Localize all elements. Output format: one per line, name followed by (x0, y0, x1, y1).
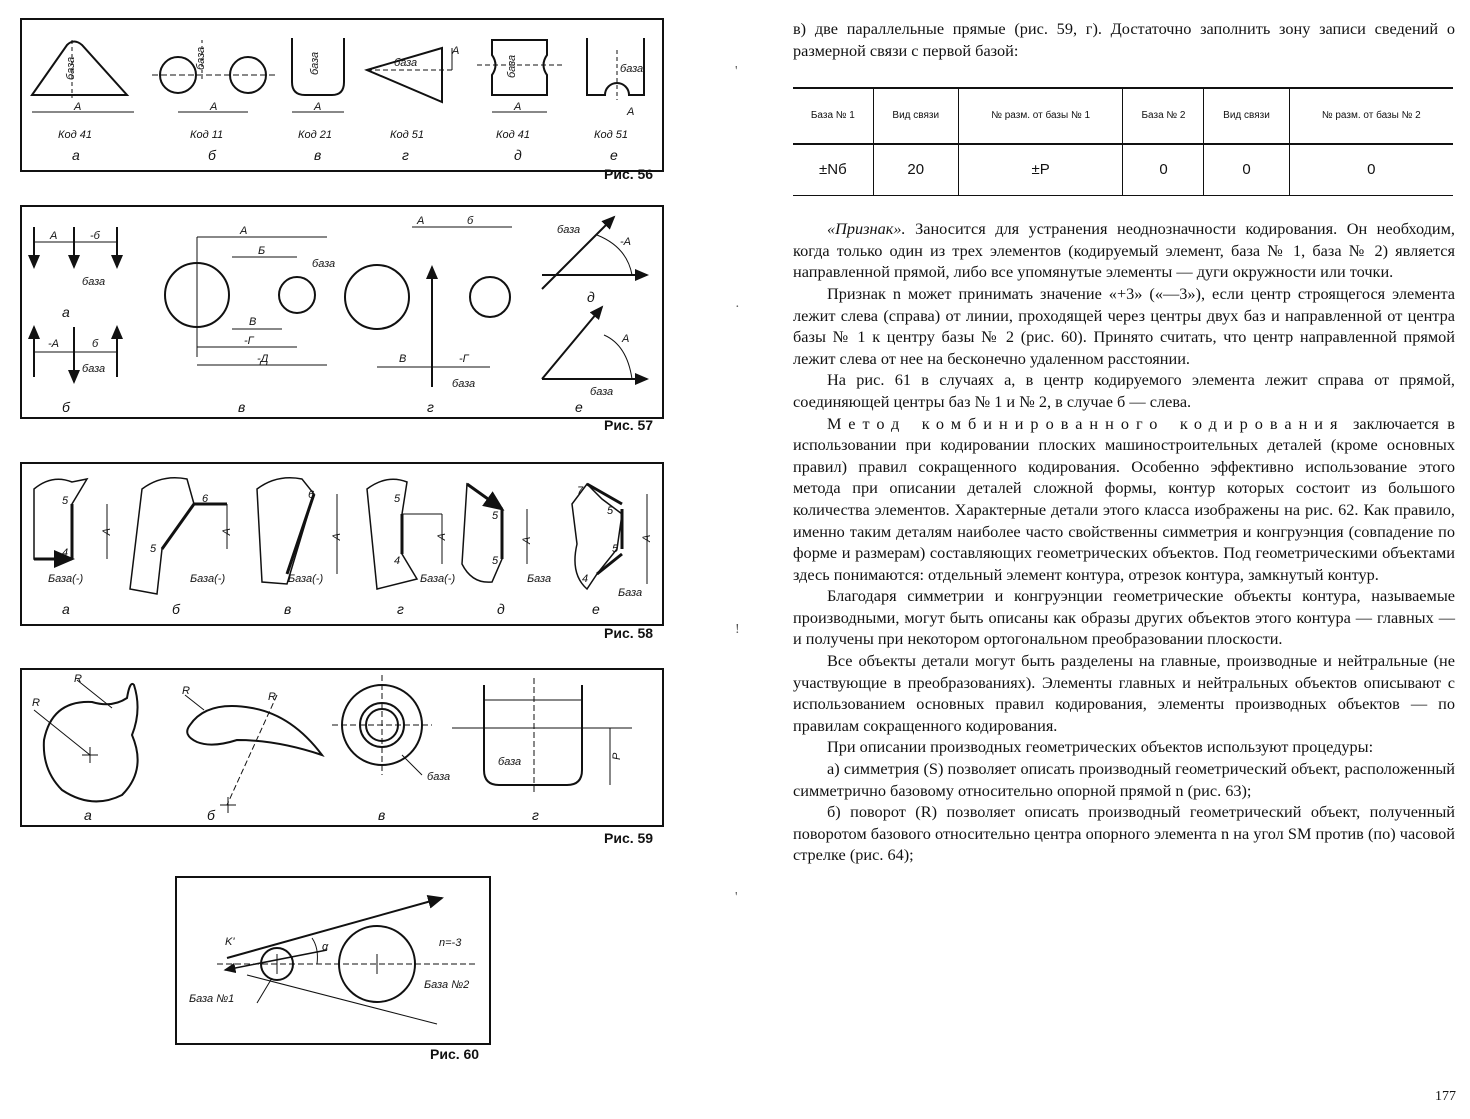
svg-text:е: е (592, 601, 600, 617)
svg-text:д: д (514, 147, 522, 163)
table-cell: 0 (1123, 144, 1204, 196)
figure-59-drawing (22, 670, 662, 825)
fig56-d-shape (492, 40, 547, 95)
table-header: Вид связи (873, 88, 958, 144)
svg-text:-Д: -Д (257, 353, 269, 365)
svg-text:-A: -A (436, 533, 448, 544)
svg-text:-б: -б (90, 230, 100, 242)
figure-57-drawing (22, 207, 662, 417)
svg-text:Код 21: Код 21 (298, 129, 332, 141)
svg-text:в: в (238, 399, 246, 415)
svg-text:5: 5 (62, 495, 69, 507)
svg-text:5: 5 (394, 493, 401, 505)
figure-60-drawing (177, 878, 489, 1043)
svg-text:A: A (627, 106, 635, 118)
svg-text:-A: -A (221, 528, 233, 539)
svg-text:5: 5 (612, 543, 619, 555)
svg-text:база: база (394, 57, 418, 69)
svg-text:База(-): База(-) (190, 573, 226, 585)
svg-text:база: база (195, 46, 207, 70)
svg-text:5: 5 (150, 543, 157, 555)
svg-text:Код 41: Код 41 (58, 129, 92, 141)
margin-mark: ' (735, 64, 738, 79)
table-cell: 0 (1204, 144, 1289, 196)
table-cell: 0 (1289, 144, 1453, 196)
svg-text:Код 41: Код 41 (496, 129, 530, 141)
svg-text:б: б (92, 338, 99, 350)
svg-text:-A: -A (620, 236, 631, 248)
svg-text:A: A (314, 101, 322, 113)
paragraph: Признак n может принимать значение «+3» («—3»), если центр строящегося элемента лежит слева (справа) от линии, проходящей через центры двух баз и направленной от центра базы № 1 к центру базы № 2 (рис. 60). Принято считать, что центр направленной прямой лежит слева от нее на бесконечно удаленном расстоянии. (793, 283, 1455, 368)
svg-text:R: R (32, 697, 40, 709)
svg-text:а: а (62, 304, 70, 320)
svg-text:г: г (532, 807, 539, 823)
svg-text:База(-): База(-) (288, 573, 324, 585)
svg-text:R: R (74, 673, 82, 685)
table-cell: ±P (958, 144, 1123, 196)
svg-text:R: R (182, 685, 190, 697)
svg-text:База: База (527, 573, 552, 585)
svg-text:-A: -A (331, 533, 343, 544)
priznak-body: Заносится для устранения неоднозначности кодирования. Он необходим, когда только один из трех элементов (кодируемый элемент, база № 1, база № 2) является направленной прямой, либо все упомянутые элементы — дуги окружности или точки. (793, 219, 1455, 282)
svg-text:база: база (452, 378, 476, 390)
table-header: База № 2 (1123, 88, 1204, 144)
figure-56-caption: Рис. 56 (604, 166, 654, 182)
svg-text:база: база (427, 771, 451, 783)
svg-text:A: A (417, 215, 425, 227)
intro-paragraph: в) две параллельные прямые (рис. 59, г). Достаточно заполнить зону записи сведений о размерной связи с первой базой: (793, 19, 1455, 60)
svg-text:-A: -A (101, 528, 113, 539)
svg-text:г: г (402, 147, 409, 163)
svg-text:г: г (397, 601, 404, 617)
figure-58-caption: Рис. 58 (604, 625, 654, 641)
svg-text:б: б (208, 147, 216, 163)
svg-text:база: база (498, 756, 522, 768)
figure-57-caption: Рис. 57 (604, 417, 654, 433)
svg-text:A: A (641, 534, 653, 542)
table-header: База № 1 (793, 88, 873, 144)
svg-text:База(-): База(-) (420, 573, 456, 585)
table-cell: 20 (873, 144, 958, 196)
svg-text:-Г: -Г (244, 335, 254, 347)
svg-text:P: P (611, 752, 623, 760)
svg-text:6: 6 (308, 489, 315, 501)
svg-text:База: База (618, 587, 643, 599)
paragraph: Благодаря симметрии и конгруэнции геометрические объекты контура, называемые производными, могут быть описаны как образы других объектов этого контура — главных — и получены при некотором ортогональном преобразовании плоскости. (793, 586, 1455, 649)
figure-56 (20, 18, 664, 172)
figure-58-drawing (22, 464, 662, 624)
table-header: № разм. от базы № 2 (1289, 88, 1453, 144)
svg-text:е: е (610, 147, 618, 163)
svg-text:K': K' (225, 936, 235, 948)
svg-text:база: база (82, 276, 106, 288)
svg-text:а: а (62, 601, 70, 617)
text-column (793, 18, 1455, 866)
svg-text:-Г: -Г (459, 353, 469, 365)
margin-mark: ' (735, 890, 738, 905)
paragraph: а) симметрия (S) позволяет описать производный геометрический объект, расположенный симметрично базовому относительно опорной прямой n (рис. 63); (793, 759, 1455, 800)
figure-56-drawing (22, 20, 662, 170)
svg-text:а: а (84, 807, 92, 823)
svg-text:б: б (207, 807, 215, 823)
svg-text:база: база (506, 54, 518, 78)
svg-text:Код 51: Код 51 (390, 129, 424, 141)
svg-text:а: а (72, 147, 80, 163)
svg-text:д: д (497, 601, 505, 617)
svg-text:A: A (240, 225, 248, 237)
table-header-row (793, 88, 1453, 144)
svg-text:Код 51: Код 51 (594, 129, 628, 141)
priznak-term: «Признак». (827, 219, 906, 239)
svg-text:Б: Б (258, 245, 266, 257)
svg-text:база: база (620, 63, 644, 75)
figure-59-caption: Рис. 59 (604, 830, 654, 846)
svg-text:база: база (557, 224, 581, 236)
svg-text:е: е (575, 399, 583, 415)
svg-text:4: 4 (394, 555, 401, 567)
svg-text:б: б (62, 399, 70, 415)
svg-text:В: В (399, 353, 407, 365)
figure-60-caption: Рис. 60 (430, 1046, 480, 1062)
svg-text:база: база (65, 56, 77, 80)
svg-text:Код 11: Код 11 (190, 129, 224, 141)
page-number: 177 (1435, 1089, 1456, 1104)
svg-text:5: 5 (607, 505, 614, 517)
paragraph: Все объекты детали могут быть разделены на главные, производные и нейтральные (не участвующие в преобразованиях). Элементы главных и нейтральных объектов описывают с использованием основных правил кодирования, элементы производных объектов — по правилам сокращенного кодирования. (793, 651, 1455, 735)
svg-text:-A: -A (48, 338, 59, 350)
svg-text:α: α (322, 941, 329, 953)
svg-text:A: A (622, 333, 630, 345)
combined-method-body: заключается в использовании при кодировании плоских машиностроительных деталей (кроме основных правил) правил сокращенного кодирования. Особенно эффективно использование этого метода при описании деталей сложной формы, контур которых состоит из большого количества элементов. Характерные детали этого класса изображены на рис. 62. Как правило, именно таким деталям наиболее часто свойственны симметрия и конгруэнция (совпадение по форме и размерам) составляющих геометрических объектов. Под геометрическими объектами здесь понимаются: отдельный элемент контура, отрезок контура, замкнутый контур. (793, 413, 1455, 584)
table-header: № разм. от базы № 1 (958, 88, 1123, 144)
svg-text:n=-3: n=-3 (439, 937, 462, 949)
paragraph: На рис. 61 в случаях а, в центр кодируемого элемента лежит справа от прямой, соединяющей центры баз № 1 и № 2, в случае б — слева. (793, 370, 1455, 411)
svg-text:5: 5 (492, 510, 499, 522)
bases-table (793, 87, 1453, 196)
svg-text:A: A (74, 101, 82, 113)
svg-text:б: б (467, 215, 474, 227)
svg-text:A: A (514, 101, 522, 113)
svg-text:6: 6 (202, 493, 209, 505)
svg-text:база: база (312, 258, 336, 270)
svg-text:4: 4 (582, 573, 589, 585)
paragraph-priznak (793, 218, 1455, 283)
paragraph: б) поворот (R) позволяет описать производный геометрический объект, полученный поворотом базового относительно центра опорного элемента n на угол SM против (по) часовой стрелке (рис. 64); (793, 802, 1455, 865)
figure-58 (20, 462, 664, 626)
table-cell: ±Nб (793, 144, 873, 196)
margin-mark: ! (735, 622, 740, 637)
svg-text:База(-): База(-) (48, 573, 84, 585)
svg-text:в: в (284, 601, 292, 617)
svg-text:в: в (314, 147, 322, 163)
svg-text:б: б (172, 601, 180, 617)
combined-method-term: Метод комбинированного кодирования (827, 413, 1345, 433)
table-header: Вид связи (1204, 88, 1289, 144)
paragraph-combined-method (793, 413, 1455, 586)
svg-text:A: A (521, 536, 533, 544)
figure-59 (20, 668, 664, 827)
svg-text:K: K (429, 895, 437, 907)
fig56-a-shape (32, 42, 127, 96)
svg-text:5: 5 (492, 555, 499, 567)
svg-text:A: A (452, 45, 460, 57)
table-row (793, 144, 1453, 196)
svg-text:База №2: База №2 (424, 979, 470, 991)
svg-text:В: В (249, 316, 257, 328)
svg-text:д: д (587, 289, 595, 305)
svg-text:г: г (427, 399, 434, 415)
svg-text:база: база (590, 386, 614, 398)
svg-text:4: 4 (62, 547, 69, 559)
svg-text:7: 7 (577, 485, 584, 497)
svg-text:A: A (50, 230, 58, 242)
svg-text:база: база (82, 363, 106, 375)
svg-text:База №1: База №1 (189, 993, 235, 1005)
svg-text:в: в (378, 807, 386, 823)
figure-60 (175, 876, 491, 1045)
margin-mark: · (735, 300, 740, 315)
svg-text:R: R (268, 691, 276, 703)
paragraph: При описании производных геометрических объектов используют процедуры: (827, 737, 1374, 757)
right-page (735, 0, 1470, 1119)
figure-57 (20, 205, 664, 419)
svg-text:база: база (309, 51, 321, 75)
svg-text:A: A (210, 101, 218, 113)
